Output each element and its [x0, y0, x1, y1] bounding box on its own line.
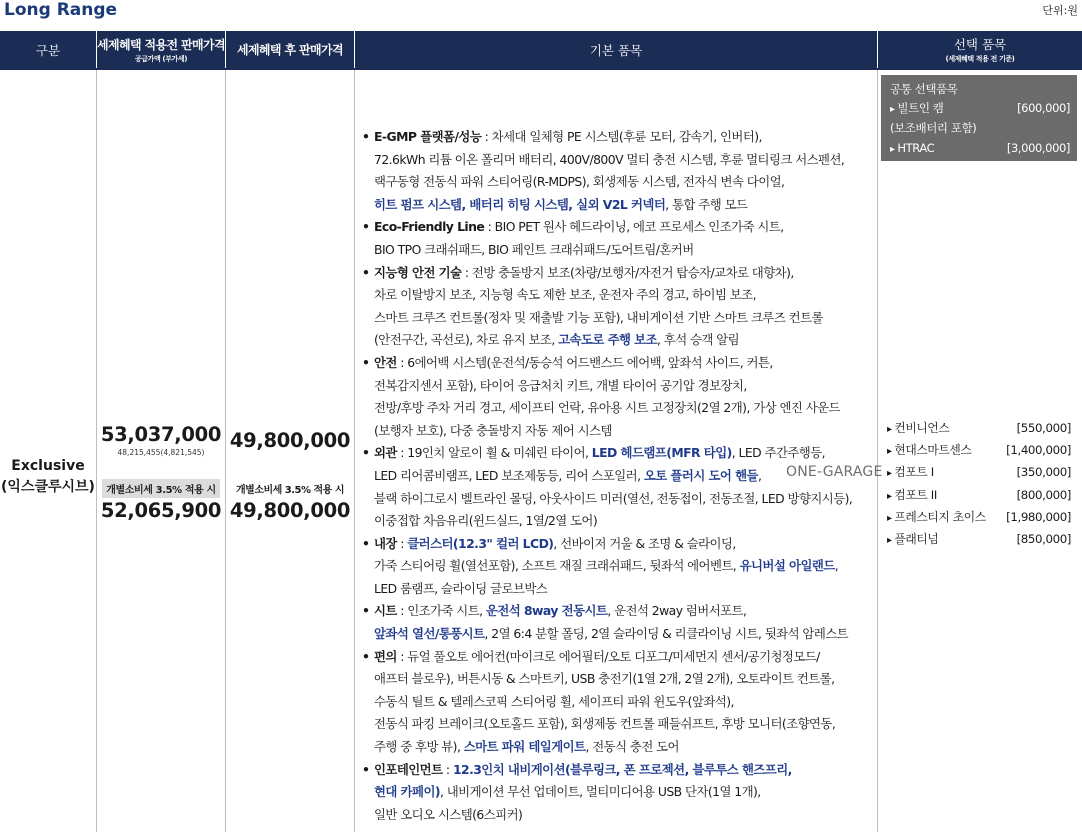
feature-highlight: 고속도로 주행 보조 [558, 332, 658, 348]
feature-text: : [442, 761, 453, 777]
header-price-before-sub: 공급가액 (부가세) [134, 54, 188, 63]
feature-text: : [396, 535, 408, 551]
option-name: ▸ 현대스마트센스 [887, 440, 971, 462]
feature-highlight: 운전석 8way 전동시트 [485, 603, 608, 619]
header-basic-items [355, 31, 877, 68]
feature-item [360, 646, 876, 759]
option-row [881, 440, 1077, 462]
trim-name: Exclusive [11, 458, 85, 474]
feature-text: , 2열 6:4 분할 폴딩, 2열 슬라이딩 & 리클라이닝 시트, 뒷좌석 암레스트 [484, 626, 849, 642]
feature-highlight: 히트 펌프 시스템, 배터리 히팅 시스템, 실외 V2L 커넥터 [374, 196, 666, 212]
option-price: [1,400,000] [1006, 443, 1071, 458]
watermark: ONE-GARAGE [786, 464, 883, 480]
feature-item [360, 759, 876, 827]
feature-text: , LED 주간주행등, LED 리어콤비램프, LED 보조제동등, 리어 스포일러, [374, 445, 826, 483]
header-category-label: 구분 [35, 42, 61, 58]
feature-text: : 인조가죽 시트, [396, 603, 486, 619]
common-option-row [881, 99, 1077, 119]
feature-item [360, 216, 876, 261]
options-list [881, 418, 1077, 551]
common-option-name: (보조배터리 포함) [890, 121, 977, 135]
common-options-title: 공통 선택품목 [890, 82, 958, 96]
price-before-tax-value: 52,065,900 [100, 499, 222, 522]
common-option-row [881, 119, 1077, 139]
feature-highlight: 오토 플러시 도어 핸들 [643, 467, 758, 483]
header-category [0, 31, 96, 68]
feature-text: : 전방 충돌방지 보조(차량/보행자/자전거 탑승자/교차로 대향차), 차로 이탈방지 보조, 지능형 속도 제한 보조, 운전자 주의 경고, 하이빔 보조, 스마트 크루즈 컨트롤(정차 및 재출발 기능 포함), 내비게이션 기반 스마트 크루즈 컨트롤 (안전구간, 곡선로), 차로 유지 보조, [374, 264, 823, 348]
feature-item [360, 262, 876, 352]
feature-item [360, 352, 876, 442]
trim-cell [0, 456, 96, 498]
option-row [881, 529, 1077, 551]
option-row [881, 485, 1077, 507]
feature-text: : 차세대 일체형 PE 시스템(후륜 모터, 감속기, 인버터), 72.6kWh 리튬 이온 폴리머 배터리, 400V/800V 멀티 충전 시스템, 후륜 멀티링크 서스펜션, 랙구동형 전동식 파워 스티어링(R-MDPS), 회생제동 시스템, 전자식 변속 다이얼, [374, 129, 845, 190]
option-price: [550,000] [1016, 421, 1071, 435]
header-price-before [97, 31, 225, 68]
option-name: ▸ 프레스티지 초이스 [887, 507, 986, 529]
feature-item [360, 533, 876, 601]
feature-heading: 편의 [374, 648, 397, 664]
header-price-before-label: 세제혜택 적용전 판매가격 [96, 37, 226, 52]
option-price: [350,000] [1016, 465, 1071, 480]
option-name: ▸ 컨비니언스 [887, 418, 949, 440]
feature-highlight: LED 헤드램프(MFR 타입) [591, 445, 732, 461]
common-option-name: ▸ HTRAC [890, 139, 934, 159]
trim-name-kr: (익스클루시브) [1, 479, 95, 495]
feature-heading: 지능형 안전 기술 [374, 264, 462, 280]
common-option-name: ▸ 빌트인 캠 [890, 99, 944, 119]
feature-highlight: 12.3인치 내비게이션(블루링크, 폰 프로젝션, 블루투스 핸즈프리, 현대 카페이) [374, 761, 792, 800]
feature-heading: 시트 [374, 603, 397, 619]
feature-text: , 전동식 충전 도어 [585, 739, 679, 755]
feature-heading: Eco-Friendly Line [374, 219, 485, 235]
column-divider [354, 70, 355, 832]
feature-text: , 내비게이션 무선 업데이트, 멀티미디어용 USB 단자(1열 1개), 일반 오디오 시스템(6스피커) [374, 784, 761, 822]
feature-heading: 외관 [374, 445, 397, 461]
option-name: ▸ 플래티넘 [887, 529, 938, 551]
price-after-cell [226, 429, 354, 522]
feature-item [360, 126, 876, 216]
feature-text: : BIO PET 원사 헤드라이닝, 에코 프로세스 인조가죽 시트, BIO TPO 크래쉬패드, BIO 페인트 크래쉬패드/도어트림/혼커버 [374, 219, 784, 257]
option-price: [850,000] [1016, 532, 1071, 547]
feature-text: , 후석 승객 알림 [657, 332, 740, 348]
feature-text: : 듀얼 풀오토 에어컨(마이크로 에어필터/오토 디포그/미세먼지 센서/공기청정모드/ 애프터 블로우), 버튼시동 & 스마트키, USB 충전기(1열 2개, 2열 2개), 오토라이트 컨트롤, 수동식 틸트 & 텔레스코픽 스티어링 휠, 세이프티 파워 윈도우(앞좌석), 전동식 파킹 브레이크(오토홀드 포함), 회생제동 컨트롤 패들쉬프트, 후방 모니터(조향연동, 주행 중 후방 뷰), [374, 648, 836, 755]
header-divider [0, 68, 1082, 70]
header-options-label: 선택 품목 [953, 37, 1007, 52]
price-before-supply: 48,215,455(4,821,545) [117, 448, 205, 457]
feature-text: , 통합 주행 모드 [665, 196, 748, 212]
feature-text: , 운전석 2way 럼버서포트, [607, 603, 747, 619]
feature-text: : 19인치 알로이 휠 & 미쉐린 타이어, [396, 445, 592, 461]
feature-highlight: 클러스터(12.3" 컬러 LCD) [407, 535, 554, 551]
header-price-after [226, 31, 354, 68]
price-after-tax-label: 개별소비세 3.5% 적용 시 [236, 485, 344, 496]
price-before-cell [97, 423, 225, 522]
feature-highlight: 앞좌석 열선/통풍시트 [374, 626, 485, 642]
price-before-value: 53,037,000 [100, 423, 222, 446]
option-row [881, 507, 1077, 529]
option-row [881, 418, 1077, 440]
option-row [881, 462, 1077, 484]
header-options-sub: (세제혜택 적용 전 기준) [945, 55, 1015, 63]
price-after-value: 49,800,000 [229, 429, 351, 452]
common-option-price: [3,000,000] [1006, 141, 1070, 155]
option-price: [800,000] [1016, 487, 1071, 502]
feature-text: , 블랙 하이그로시 벨트라인 몰딩, 아웃사이드 미러(열선, 전동접이, 전동조절, LED 방향지시등), 이중접합 차음유리(윈드실드, 1열/2열 도어) [374, 467, 853, 529]
unit-label: 단위:원 [1042, 4, 1078, 17]
option-price: [1,980,000] [1006, 509, 1071, 524]
price-before-tax-label: 개별소비세 3.5% 적용 시 [102, 479, 219, 498]
feature-heading: 안전 [374, 354, 397, 370]
feature-item [360, 600, 876, 645]
feature-item [360, 442, 876, 532]
feature-heading: 내장 [374, 535, 397, 551]
column-divider [877, 70, 878, 832]
common-options-box [881, 75, 1077, 161]
option-name: ▸ 컴포트 II [887, 485, 937, 507]
feature-text: : 6에어백 시스템(운전석/동승석 어드밴스드 에어백, 앞좌석 사이드, 커튼, 전복감지센서 포함), 타이어 응급처치 키트, 개별 타이어 공기압 경보장치, 전방/후방 주차 거리 경고, 세이프티 언락, 유아용 시트 고정장치(2열 2개), 가상 엔진 사운드 (보행자 보호), 다중 충돌방지 자동 제어 시스템 [374, 354, 840, 438]
feature-highlight: 스마트 파워 테일게이트 [463, 739, 586, 755]
feature-heading: 인포테인먼트 [374, 761, 443, 777]
option-name: ▸ 컴포트 I [887, 462, 934, 484]
header-basic-items-label: 기본 품목 [589, 42, 643, 58]
feature-text: , 선바이저 거울 & 조명 & 슬라이딩, 가죽 스티어링 휠(열선포함), 소프트 재질 크래쉬패드, 뒷좌석 에어벤트, [374, 535, 740, 574]
header-options [878, 31, 1082, 68]
feature-text: , LED 룸램프, 슬라이딩 글로브박스 [374, 558, 839, 596]
price-after-tax-value: 49,800,000 [229, 499, 351, 522]
page-title: Long Range [4, 0, 118, 20]
header-price-after-label: 세제혜택 후 판매가격 [236, 43, 344, 57]
common-option-row [881, 139, 1077, 159]
common-option-price: [600,000] [1017, 101, 1070, 115]
feature-highlight: 유니버설 아일랜드 [739, 558, 835, 574]
feature-heading: E-GMP 플랫폼/성능 [374, 129, 482, 144]
